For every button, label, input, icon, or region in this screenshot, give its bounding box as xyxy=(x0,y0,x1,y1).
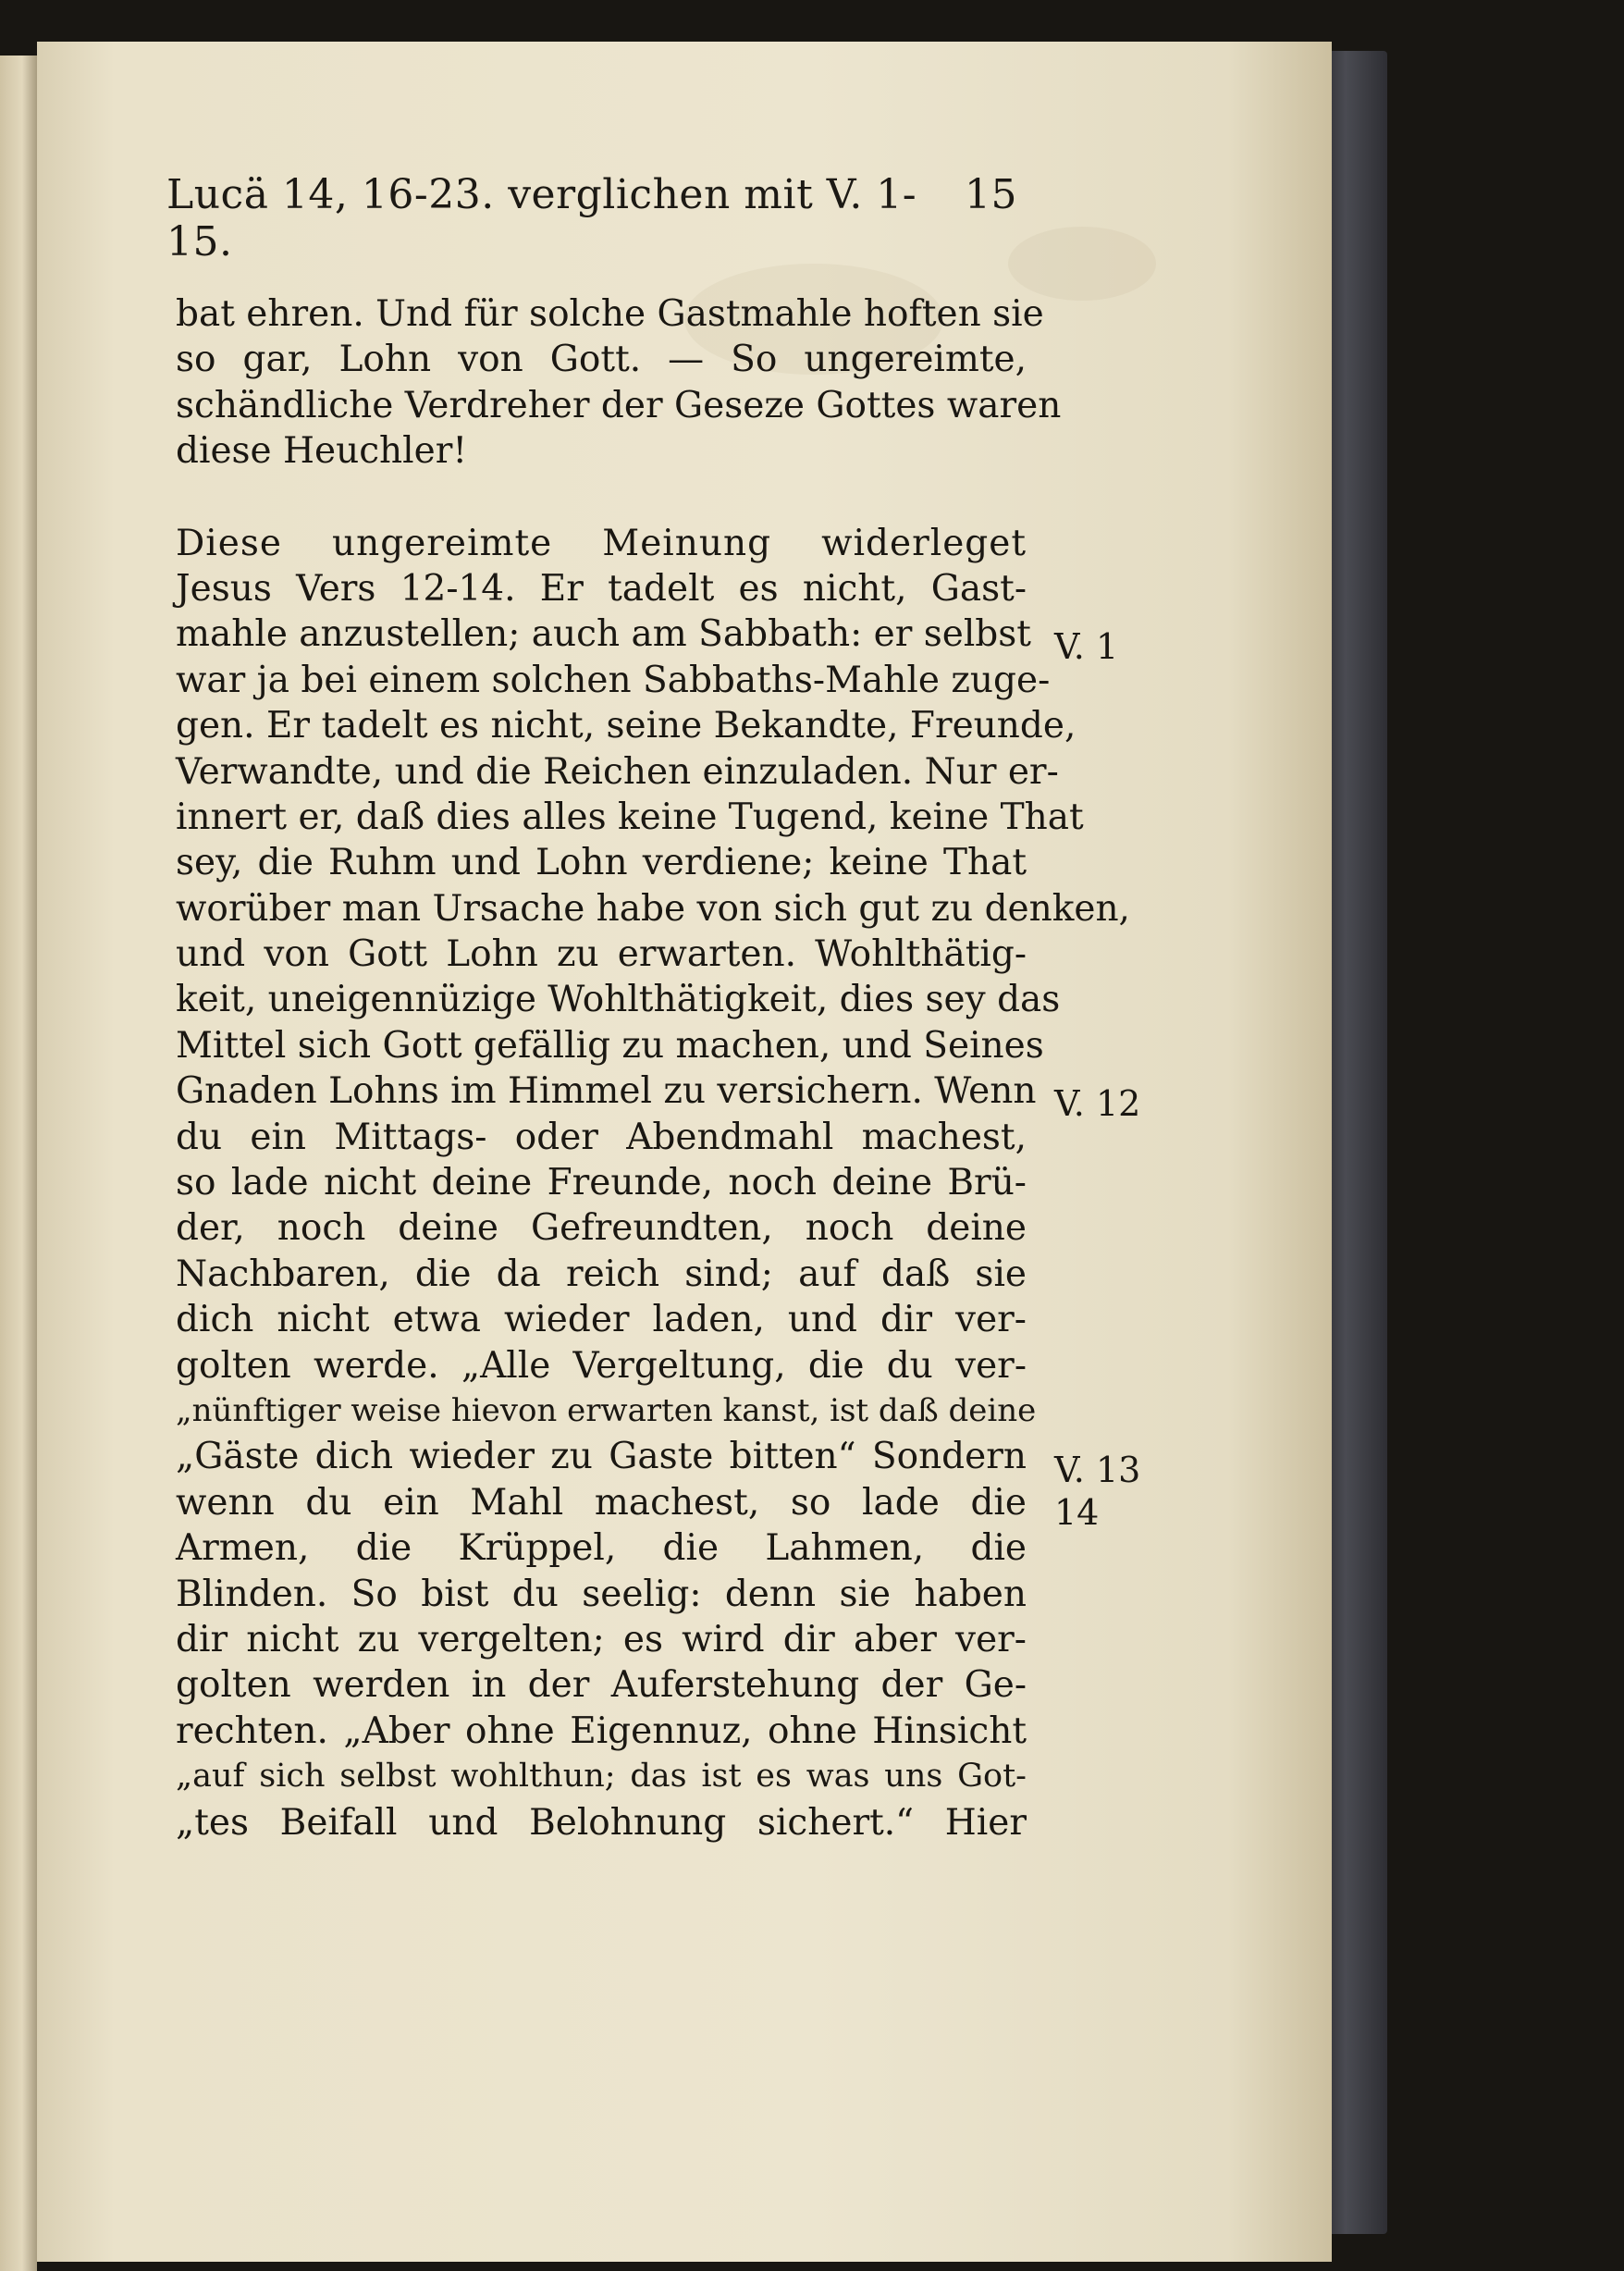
text-line: und von Gott Lohn zu erwarten. Wohlthätig- xyxy=(176,933,1027,976)
margin-note-verse-13: V. 13 xyxy=(1054,1450,1141,1490)
text-line: Verwandte, und die Reichen einzuladen. Nur er- xyxy=(176,750,1059,793)
text-line: Jesus Vers 12-14. Er tadelt es nicht, Gast- xyxy=(176,567,1027,610)
text-line: du ein Mittags- oder Abendmahl machest, xyxy=(176,1116,1027,1158)
text-line: diese Heuchler! xyxy=(176,430,468,473)
text-line: „tes Beifall und Belohnung sichert.“ Hier xyxy=(176,1801,1027,1844)
text-line: der, noch deine Gefreundten, noch deine xyxy=(176,1207,1027,1250)
text-line: „nünftiger weise hievon erwarten kanst, ist daß deine xyxy=(176,1391,1037,1429)
text-line: rechten. „Aber ohne Eigennuz, ohne Hinsicht xyxy=(176,1709,1027,1752)
text-line: so gar, Lohn von Gott. — So ungereimte, xyxy=(176,339,1027,381)
text-line: Nachbaren, die da reich sind; auf daß sie xyxy=(176,1253,1027,1295)
text-line: so lade nicht deine Freunde, noch deine Brü- xyxy=(176,1162,1027,1204)
text-line: mahle anzustellen; auch am Sabbath: er selbst xyxy=(176,613,1031,656)
running-head xyxy=(166,171,1017,265)
margin-note-verse-1: V. 1 xyxy=(1054,626,1119,667)
text-line: war ja bei einem solchen Sabbaths-Mahle zuge- xyxy=(176,659,1051,701)
text-line: golten werde. „Alle Vergeltung, die du ver- xyxy=(176,1344,1027,1387)
paper-stain xyxy=(1008,227,1156,301)
margin-note-verse-12: V. 12 xyxy=(1054,1083,1141,1124)
text-line: schändliche Verdreher der Geseze Gottes waren xyxy=(176,384,1062,426)
text-line: bat ehren. Und für solche Gastmahle hoften sie xyxy=(176,293,1044,335)
facing-page-edge xyxy=(0,56,37,2271)
text-line: wenn du ein Mahl machest, so lade die xyxy=(176,1481,1027,1524)
text-line: sey, die Ruhm und Lohn verdiene; keine That xyxy=(176,842,1027,884)
text-line: Gnaden Lohns im Himmel zu versichern. Wenn xyxy=(176,1070,1037,1113)
text-line: Blinden. So bist du seelig: denn sie haben xyxy=(176,1573,1027,1615)
text-line: Diese ungereimte Meinung widerleget xyxy=(176,522,1027,564)
page-number: 15 xyxy=(965,171,1017,218)
text-line: innert er, daß dies alles keine Tugend, keine That xyxy=(176,796,1084,838)
text-line: keit, uneigennüzige Wohlthätigkeit, dies sey das xyxy=(176,979,1061,1021)
margin-note-verse-14: 14 xyxy=(1054,1492,1100,1533)
text-line: Mittel sich Gott gefällig zu machen, und Seines xyxy=(176,1024,1044,1067)
text-line: worüber man Ursache habe von sich gut zu denken, xyxy=(176,887,1130,930)
text-line: Armen, die Krüppel, die Lahmen, die xyxy=(176,1527,1027,1570)
text-line: gen. Er tadelt es nicht, seine Bekandte, Freunde, xyxy=(176,705,1077,747)
text-line: „auf sich selbst wohlthun; das ist es was uns Got- xyxy=(176,1758,1027,1796)
paragraph xyxy=(176,291,1062,475)
text-line: golten werden in der Auferstehung der Ge- xyxy=(176,1664,1027,1707)
book-page xyxy=(37,42,1332,2262)
text-line: dir nicht zu vergelten; es wird dir aber ver- xyxy=(176,1618,1027,1660)
text-line: dich nicht etwa wieder laden, und dir ver- xyxy=(176,1299,1027,1341)
paragraph-gap xyxy=(176,475,1027,521)
text-line: „Gäste dich wieder zu Gaste bitten“ Sondern xyxy=(176,1436,1027,1478)
running-head-title: Lucä 14, 16-23. verglichen mit V. 1-15. xyxy=(166,171,917,265)
